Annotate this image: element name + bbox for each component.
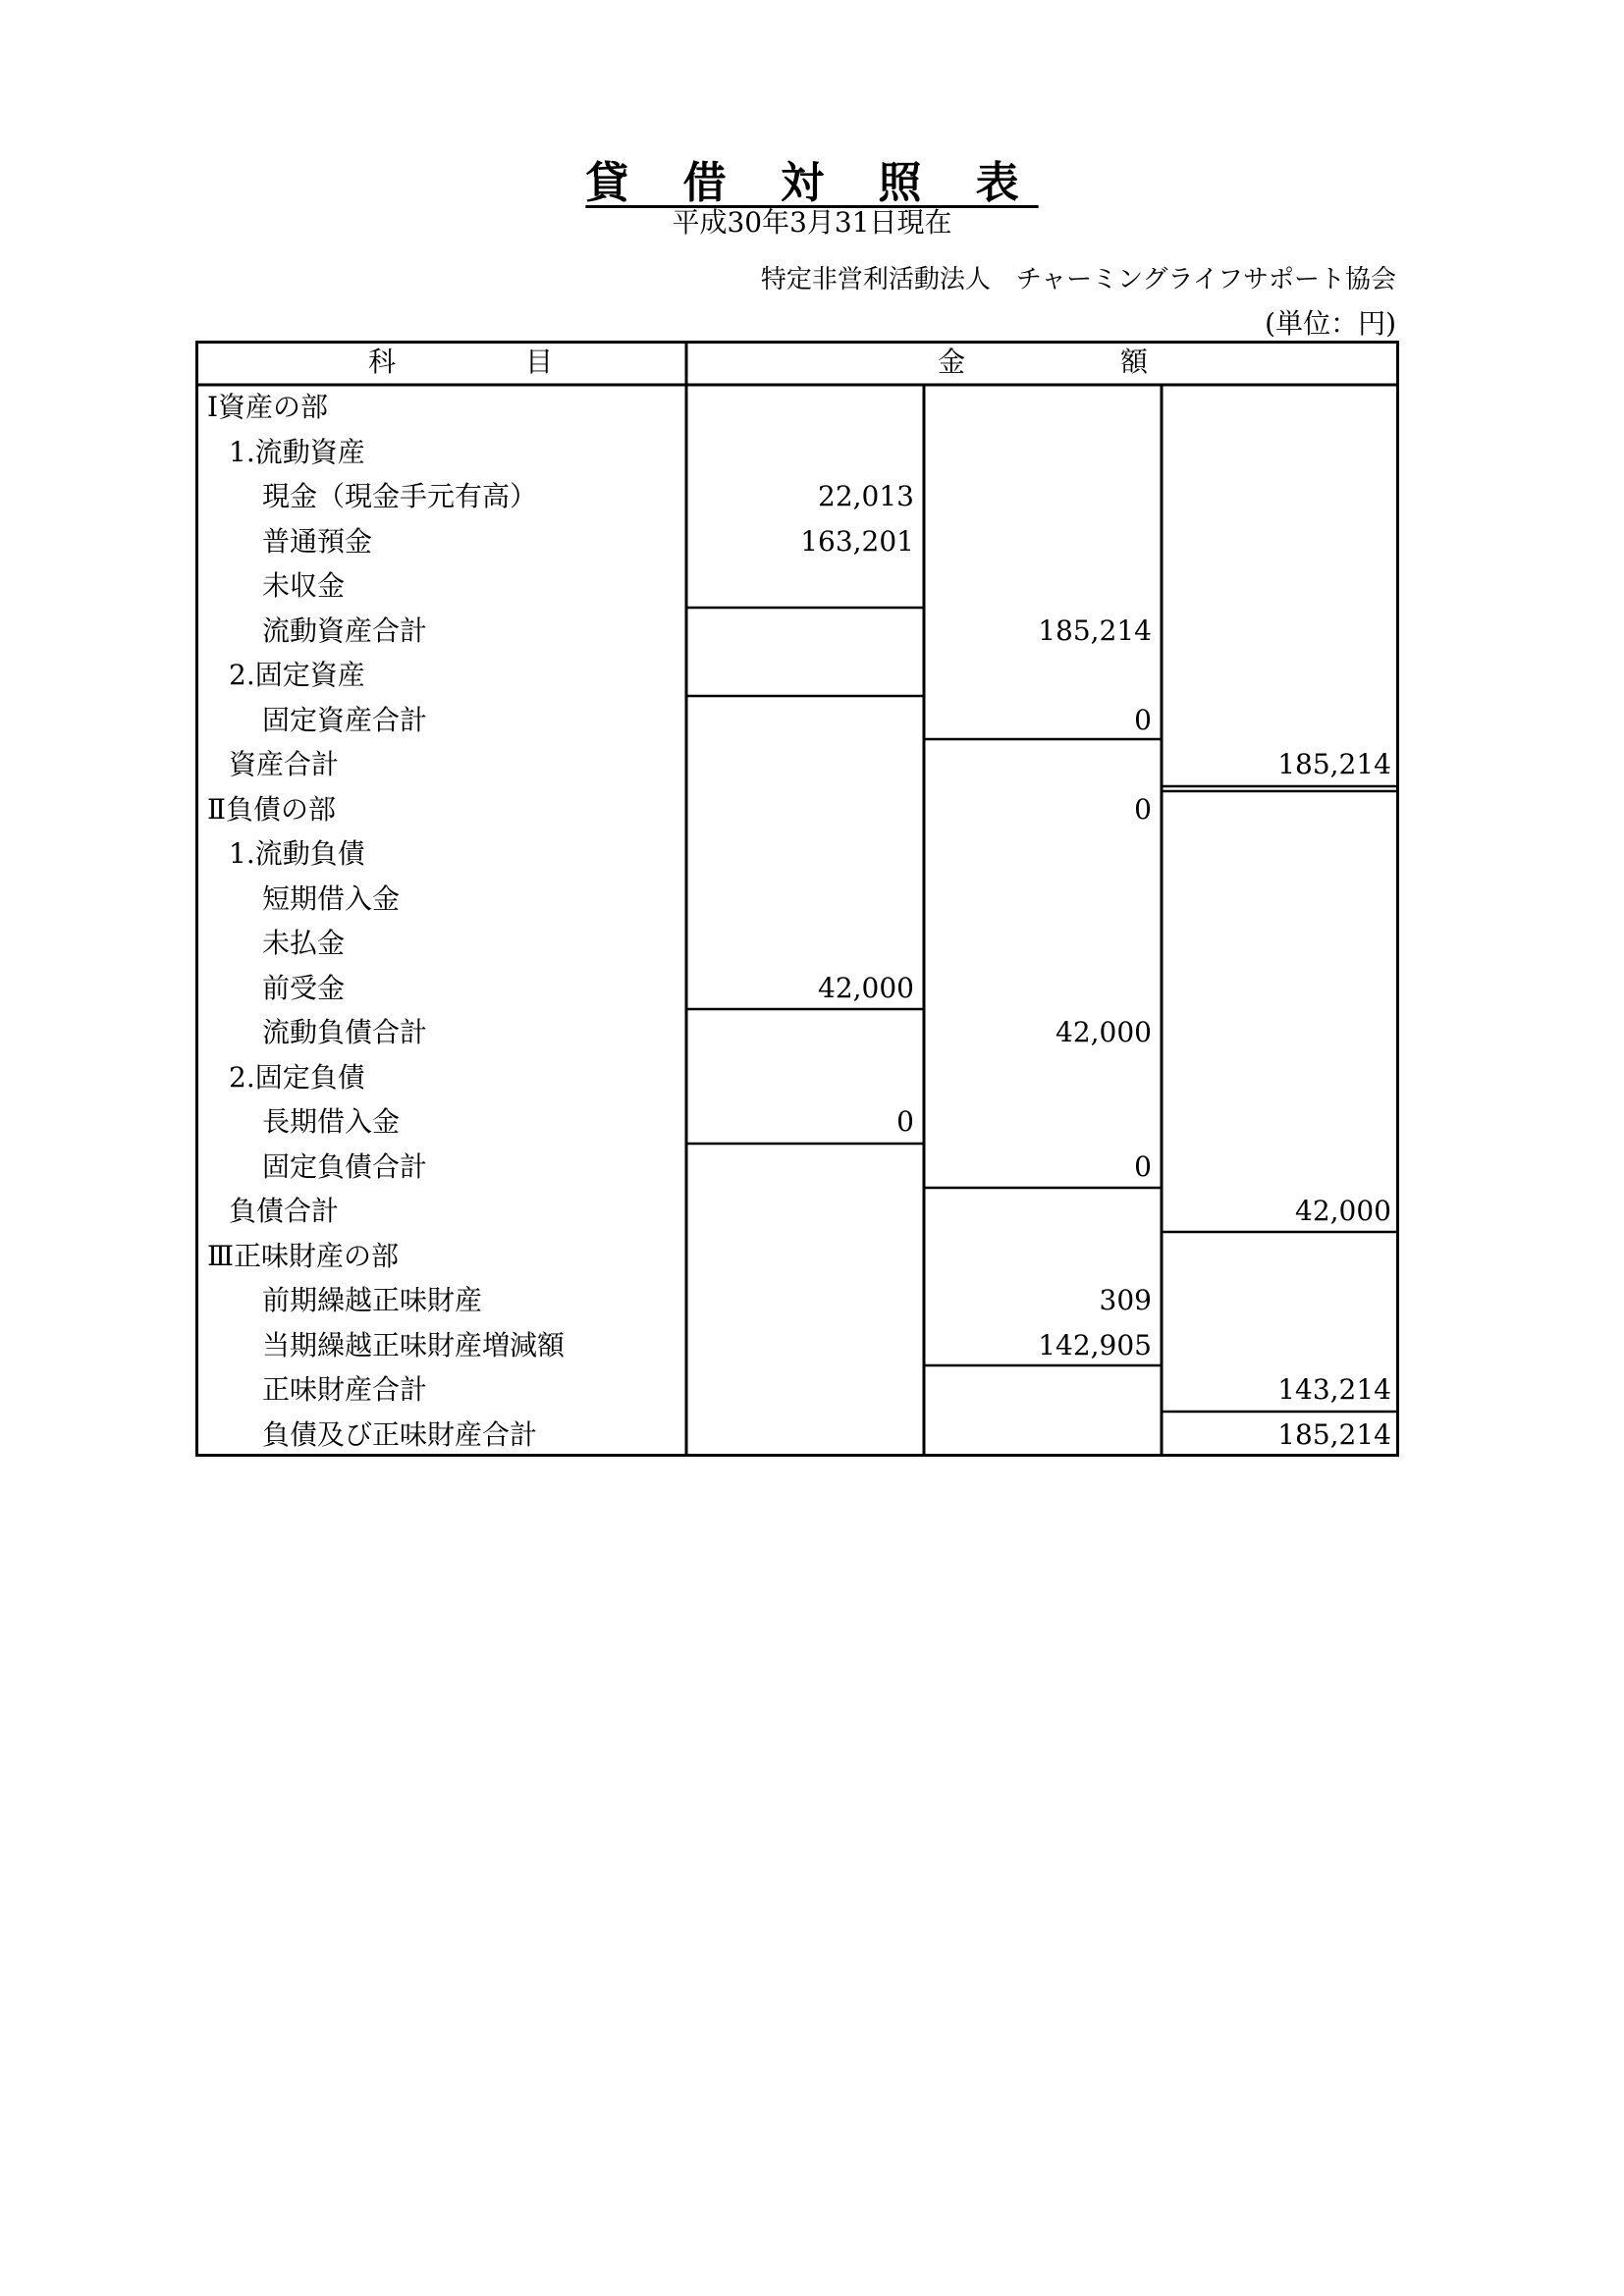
row-label: 正味財産合計 (262, 1373, 428, 1406)
amount-c2: 42,000 (1056, 1016, 1152, 1048)
amount-c3: 42,000 (1295, 1195, 1391, 1227)
amount-c3: 143,214 (1277, 1373, 1391, 1406)
balance-sheet-table (195, 341, 1399, 1457)
row-label: 未払金 (262, 927, 346, 959)
row-label: 2.固定負債 (229, 1060, 365, 1094)
header-amount-left: 金 (937, 346, 965, 378)
unit-label: (単位：円) (1265, 307, 1396, 340)
amount-c1: 42,000 (818, 971, 914, 1004)
row-label: 2.固定資産 (229, 659, 365, 691)
amount-c2: 0 (1134, 1149, 1152, 1183)
row-label: 流動負債合計 (262, 1016, 428, 1048)
amount-c3: 185,214 (1277, 748, 1391, 780)
row-label: 短期借入金 (262, 881, 401, 915)
amount-c2: 309 (1099, 1284, 1152, 1316)
table-grid-lines (195, 341, 1399, 1457)
row-label: 前受金 (262, 971, 346, 1004)
amount-c2: 142,905 (1038, 1328, 1152, 1362)
row-label: 現金（現金手元有高） (262, 480, 538, 512)
header-subject-left: 科 (367, 346, 396, 378)
row-label: 負債合計 (229, 1195, 340, 1227)
row-label: 前期繰越正味財産 (262, 1284, 483, 1316)
amount-c3: 185,214 (1277, 1417, 1391, 1451)
amount-c1: 163,201 (800, 524, 914, 558)
row-label: 固定負債合計 (262, 1149, 428, 1183)
header-amount-right: 額 (1119, 346, 1148, 378)
row-label: Ⅲ正味財産の部 (207, 1239, 400, 1272)
row-label: 長期借入金 (262, 1105, 401, 1138)
organization-name: 特定非営利活動法人 チャーミングライフサポート協会 (760, 265, 1396, 294)
row-label: 1.流動負債 (229, 837, 365, 870)
row-label: Ⅰ資産の部 (207, 391, 329, 423)
row-label: 普通預金 (262, 524, 373, 558)
header-subject-right: 目 (524, 346, 553, 378)
as-of-date: 平成30年3月31日現在 (672, 206, 952, 239)
row-label: 流動資産合計 (262, 614, 428, 647)
row-label: 固定資産合計 (262, 703, 428, 736)
row-label: Ⅱ負債の部 (207, 792, 337, 826)
amount-c2: 0 (1134, 703, 1152, 736)
document-title: 貸 借 対 照 表 (585, 158, 1039, 208)
amount-c2: 185,214 (1038, 614, 1152, 647)
row-label: 負債及び正味財産合計 (262, 1417, 538, 1451)
row-label: 当期繰越正味財産増減額 (262, 1328, 566, 1362)
amount-c1: 22,013 (818, 480, 914, 512)
row-label: 資産合計 (229, 748, 340, 780)
row-label: 未収金 (262, 569, 346, 602)
amount-c1: 0 (896, 1105, 914, 1138)
row-label: 1.流動資産 (229, 435, 365, 468)
amount-c2: 0 (1134, 792, 1152, 826)
